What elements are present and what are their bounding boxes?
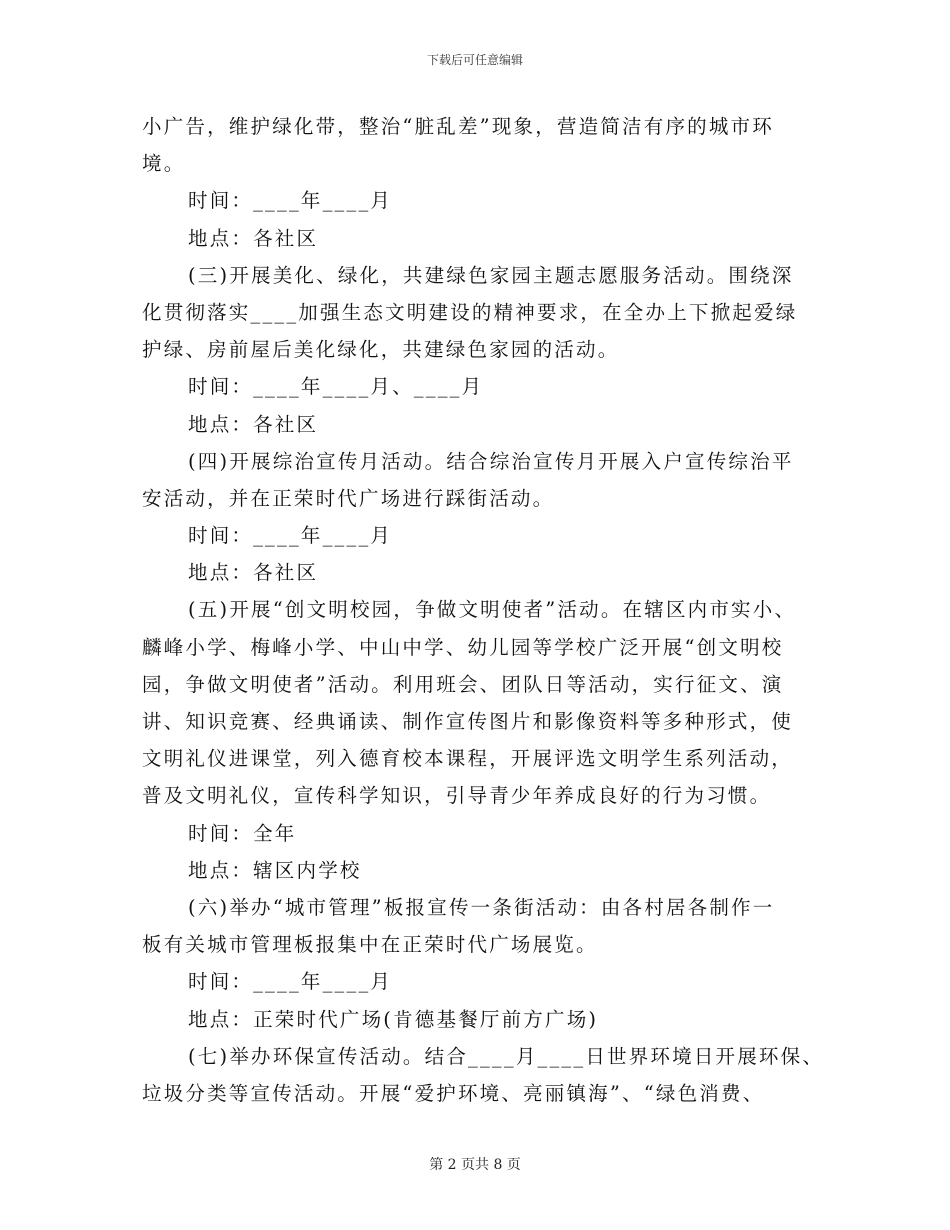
document-body	[142, 108, 825, 1112]
time-line: 时间：全年	[188, 821, 297, 845]
body-line: 麟峰小学、梅峰小学、中山中学、幼儿园等学校广泛开展“创文明校	[142, 635, 784, 659]
location-line: 地点：各社区	[188, 412, 319, 436]
body-line: 境。	[142, 152, 186, 176]
section-7-heading: (七)举办环保宣传活动。结合____月____日世界环境日开展环保、	[188, 1044, 825, 1068]
time-line: 时间：____年____月	[188, 524, 393, 548]
body-line: 垃圾分类等宣传活动。开展“爱护环境、亮丽镇海”、“绿色消费、	[142, 1081, 765, 1105]
section-3-heading: (三)开展美化、绿化，共建绿色家园主题志愿服务活动。围绕深	[188, 263, 794, 287]
body-line: 普及文明礼仪，宣传科学知识，引导青少年养成良好的行为习惯。	[142, 784, 772, 808]
time-line: 时间：____年____月、____月	[188, 375, 484, 399]
section-5-heading: (五)开展“创文明校园，争做文明使者”活动。在辖区内市实小、	[188, 598, 797, 622]
body-line: 园，争做文明使者”活动。利用班会、团队日等活动，实行征文、演	[142, 672, 784, 696]
location-line: 地点：正荣时代广场(肯德基餐厅前方广场)	[188, 1007, 599, 1031]
time-line: 时间：____年____月	[188, 970, 393, 994]
section-4-heading: (四)开展综治宣传月活动。结合综治宣传月开展入户宣传综治平	[188, 449, 794, 473]
page-footer: 第 2 页共 8 页	[429, 1157, 521, 1173]
body-line: 讲、知识竞赛、经典诵读、制作宣传图片和影像资料等多种形式，使	[142, 710, 794, 733]
body-line: 安活动，并在正荣时代广场进行踩街活动。	[142, 486, 555, 510]
location-line: 地点：各社区	[188, 561, 319, 585]
page-header: 下载后可任意编辑	[426, 53, 523, 67]
body-line: 化贯彻落实____加强生态文明建设的精神要求，在全办上下掀起爱绿	[142, 300, 798, 324]
body-line: 小广告，维护绿化带，整治“脏乱差”现象，营造简洁有序的城市环	[142, 115, 774, 138]
body-line: 文明礼仪进课堂，列入德育校本课程，开展评选文明学生系列活动，	[142, 747, 794, 771]
location-line: 地点：辖区内学校	[188, 858, 362, 882]
time-line: 时间：____年____月	[188, 189, 393, 213]
body-line: 板有关城市管理板报集中在正荣时代广场展览。	[142, 933, 598, 957]
body-line: 护绿、房前屋后美化绿化，共建绿色家园的活动。	[142, 338, 620, 362]
section-6-heading: (六)举办“城市管理”板报宣传一条街活动：由各村居各制作一	[188, 895, 775, 919]
location-line: 地点：各社区	[188, 226, 319, 250]
